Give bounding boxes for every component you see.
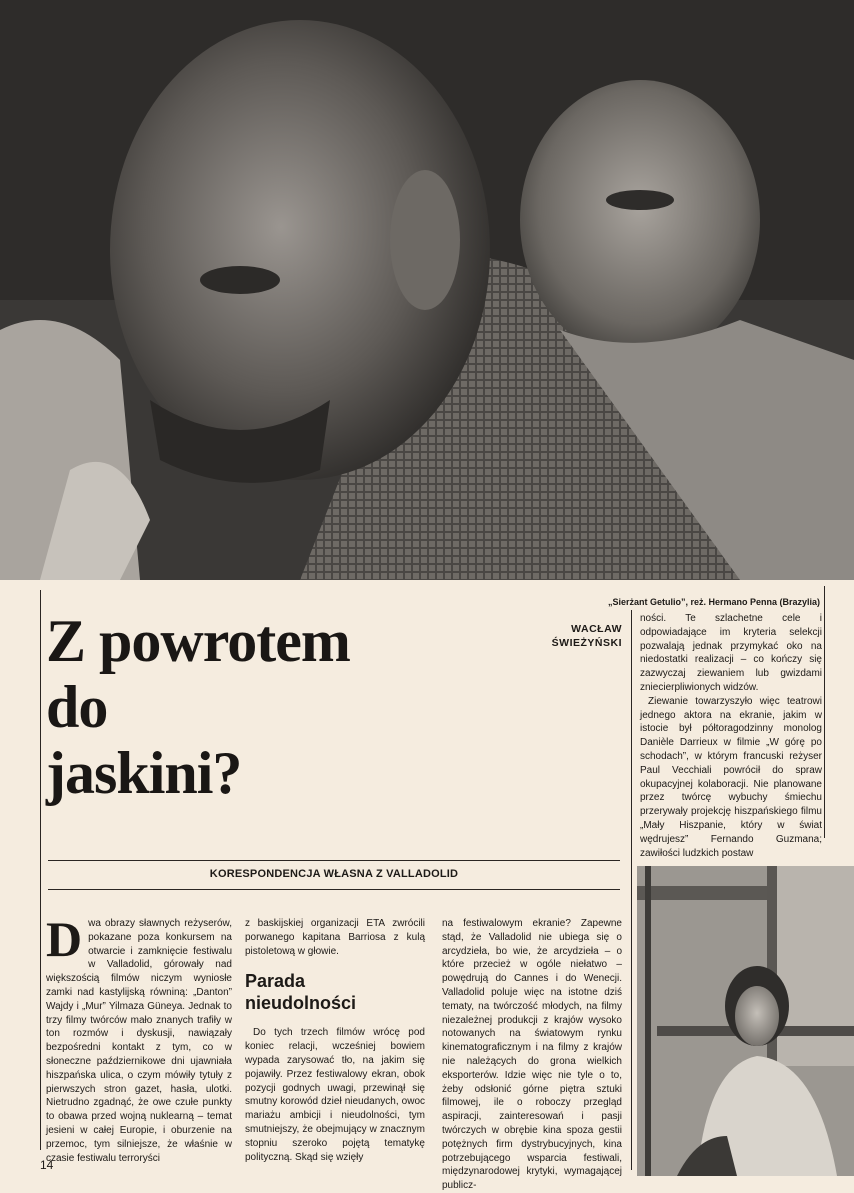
side-photo <box>637 866 854 1176</box>
article-title <box>46 608 446 806</box>
title-line: do <box>46 674 108 740</box>
text-column-1 <box>46 911 232 1165</box>
subheading <box>245 970 425 1014</box>
section-rule-bottom <box>48 889 620 890</box>
column-rule <box>40 590 41 1150</box>
section-label: KORESPONDENCJA WŁASNA Z VALLADOLID <box>209 868 459 880</box>
author-byline <box>500 622 622 650</box>
column-rule <box>824 586 825 838</box>
hero-photo <box>0 0 854 580</box>
lead-text: wa obrazy sławnych reżyserów, pokazane poza konkursem na otwarcie i zamknięcie festiwalu w Valladolid, górowały nad większością filmów niczym wyniosłe zamki nad kastylijską równiną: „Danton” Wajdy i „Mur” Yilmaza Güneya. Jednak to trzy filmy twórców mało znanych trafiły w ton rozmów i dyskusji, nawiązały bezpośredni kontakt z tym, co w słoneczne październikowe dni ujawniała hiszpańska ulica, o czym mówiły tytuły z pierwszych stron gazet, hasła, ulotki. Nietrudno zgadnąć, że owe czułe punkty to obawa przed wojną nuklearną – temat jesieni w całej Europie, i oburzenie na przemoc, tym silniejsze, że właśnie w czasie festiwalu terroryści <box>46 918 232 1164</box>
author-last-name: ŚWIEŻYŃSKI <box>551 637 622 649</box>
text-column-3 <box>442 917 622 1193</box>
film-still-image <box>0 0 854 580</box>
author-first-name: WACŁAW <box>571 623 622 635</box>
paragraph: z baskijskiej organizacji ETA zwrócili porwanego kapitana Barriosa z kulą pistoletową w głowie. <box>245 918 425 957</box>
column-rule <box>631 610 632 1170</box>
title-line: jaskini? <box>46 740 242 806</box>
photo-caption: „Sierżant Getulio”, reż. Hermano Penna (Brazylia) <box>607 597 820 607</box>
page-number: 14 <box>40 1158 54 1172</box>
lead-paragraph <box>46 911 232 1165</box>
paragraph: ności. Te szlachetne cele i odpowiadające im kryteria selekcji pozwalają jednak przymykać oko na niedostatki realizacji – co kończy się zazwyczaj ziewaniem lub gwizdami zniecierpliwionych widzów. <box>640 613 822 693</box>
subheading-line: Parada <box>245 971 306 992</box>
text-column-2 <box>245 917 425 1164</box>
subheading-line: nieudolności <box>245 993 357 1014</box>
drop-cap: D <box>46 911 83 967</box>
paragraph: Do tych trzech filmów wrócę pod koniec relacji, wcześniej bowiem wypada zarysować tło, na jakim się pojawiły. Przez festiwalowy ekran, obok pozycji godnych uwagi, przewinął się smutny korowód dzieł nieudanych, owoc mariażu ambicji i nieudolności, tym smutniejszy, że obejmujący w znacznym stopniu szeroko pojętą tematykę polityczną. Skąd się wzięły <box>245 1027 425 1163</box>
woman-photo-image <box>637 866 854 1176</box>
text-column-top-right <box>640 612 822 860</box>
paragraph: Ziewanie towarzyszyło więc teatrowi jednego aktora na ekranie, jakim w istocie był półtoragodzinny monolog Danièle Darrieux w filmie „W górę po schodach”, w którym francuski reżyser Paul Vecchiali powrócił do spraw okupacyjnej kolaboracji. Nie planowane przez twórcę wybuchy śmiechu przerywały projekcję hiszpańskiego filmu „Mały Hiszpanie, który w świat wędrujesz” Fernando Guzmana; zawiłości ludzkich postaw <box>640 695 822 859</box>
section-rule-top <box>48 860 620 861</box>
title-line: Z powrotem <box>46 608 350 674</box>
paragraph: na festiwalowym ekranie? Zapewne stąd, że Valladolid nie ubiega się o arcydzieła, bo wie, że arcydzieła – o które przecież w ogóle niełatwo – powędrują do Cannes i do Wenecji. Valladolid poluje więc na istotne dziś tematy, na twórczość młodych, na filmy niezależnej produkcji z krajów wysoko notowanych na światowym rynku kinematograficznym i na filmy z krajów nie należących do grona wielkich eksporterów. Idzie więc nie tyle o to, żeby odsłonić górne piętra sztuki filmowej, ile o roboczy przegląd aspiracji, zainteresowań i pasji twórczych w obrębie kina spoza gestii potężnych firm dystrybucyjnych, kina potrzebującego wsparcia festiwali, międzynarodowej krytyki, wymagającej publicz- <box>442 918 622 1192</box>
